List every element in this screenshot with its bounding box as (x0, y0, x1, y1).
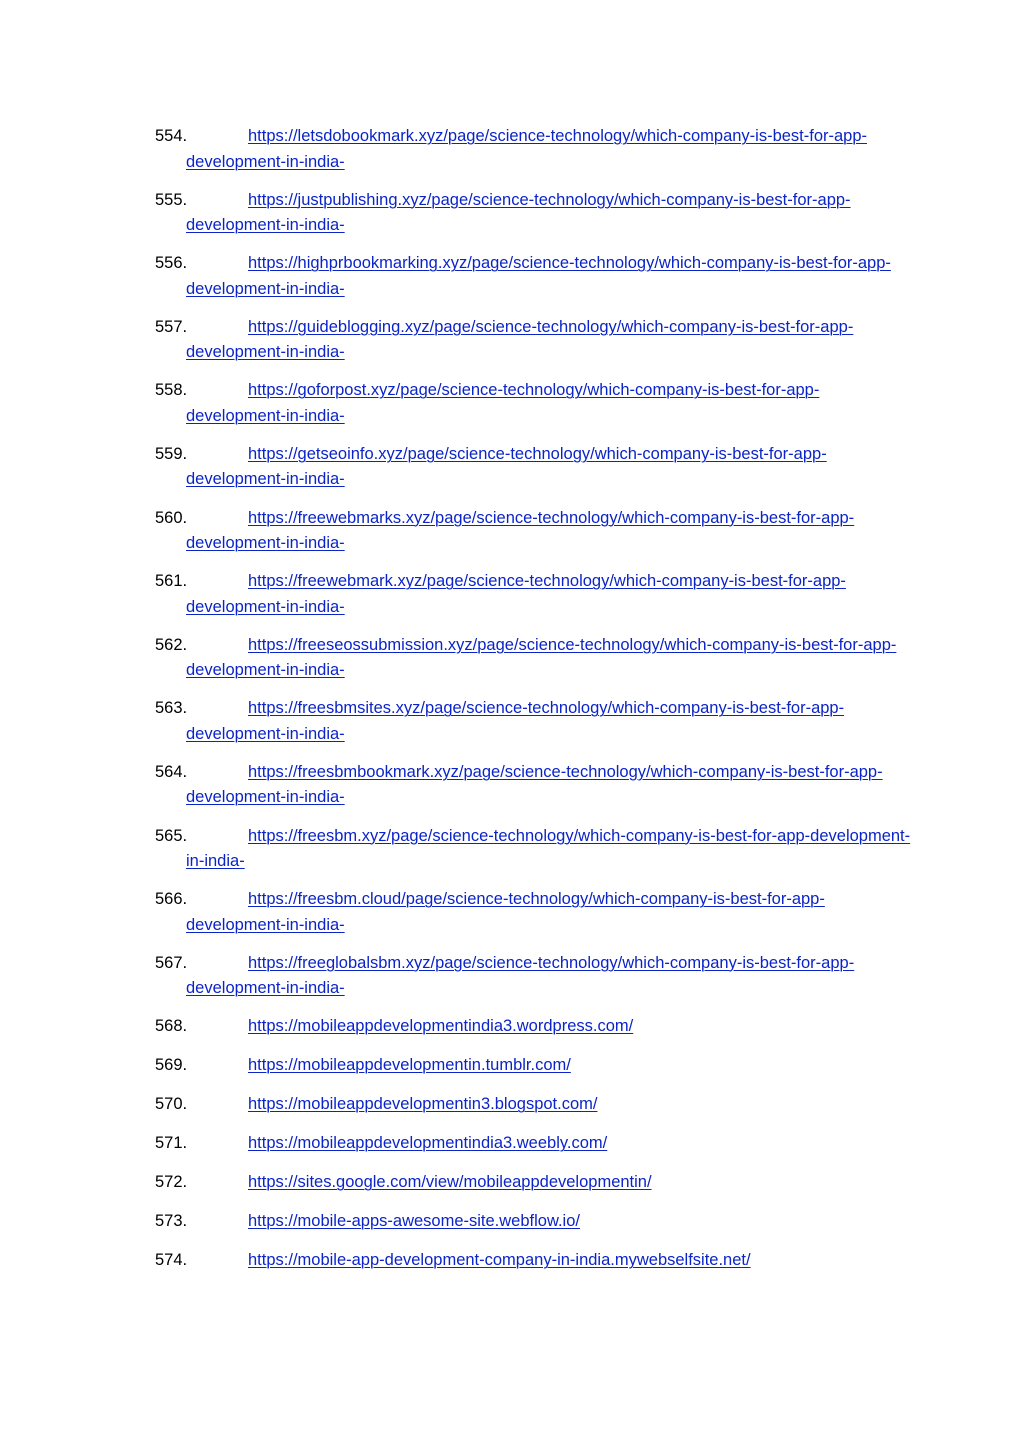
list-item (155, 1248, 915, 1274)
item-link[interactable]: https://mobile-apps-awesome-site.webflow.io/ (248, 1212, 580, 1231)
item-link[interactable]: https://letsdobookmark.xyz/page/science-technology/which-company-is-best-for-app-development-in-india- (186, 127, 868, 171)
item-number: 569. (155, 1056, 188, 1075)
item-link[interactable]: https://mobileappdevelopmentin3.blogspot.com/ (248, 1095, 598, 1114)
list-item (155, 1209, 915, 1235)
item-link[interactable]: https://freesbm.xyz/page/science-technology/which-company-is-best-for-app-development-in-india- (186, 826, 911, 871)
item-link[interactable]: https://sites.google.com/view/mobileappdevelopmentin/ (248, 1173, 652, 1192)
list-item (155, 442, 915, 493)
item-number: 573. (155, 1212, 188, 1231)
item-link[interactable]: https://getseoinfo.xyz/page/science-technology/which-company-is-best-for-app-development-in-india- (186, 444, 827, 489)
list-item (155, 188, 915, 239)
list-item (155, 1053, 915, 1079)
item-link[interactable]: https://freeseossubmission.xyz/page/science-technology/which-company-is-best-for-app-development-in-india- (186, 635, 897, 680)
list-item (155, 506, 915, 557)
list-item (155, 633, 915, 684)
item-link[interactable]: https://freesbm.cloud/page/science-technology/which-company-is-best-for-app-development-in-india- (186, 890, 825, 934)
list-item (155, 315, 915, 366)
item-link[interactable]: https://mobileappdevelopmentindia3.wordpress.com/ (248, 1017, 634, 1036)
list-item (155, 1014, 915, 1040)
item-number: 561. (155, 572, 188, 591)
list-item (155, 951, 915, 1002)
item-link[interactable]: https://mobile-app-development-company-in-india.mywebselfsite.net/ (248, 1251, 751, 1270)
item-number: 571. (155, 1134, 188, 1153)
item-number: 562. (155, 635, 188, 654)
item-link[interactable]: https://mobileappdevelopmentin.tumblr.com/ (248, 1056, 571, 1075)
item-link[interactable]: https://justpublishing.xyz/page/science-technology/which-company-is-best-for-app-development-in-india- (186, 190, 851, 235)
item-number: 554. (155, 127, 188, 145)
item-number: 563. (155, 699, 188, 718)
item-link[interactable]: https://guideblogging.xyz/page/science-technology/which-company-is-best-for-app-development-in-india- (186, 317, 854, 362)
item-link[interactable]: https://freeglobalsbm.xyz/page/science-technology/which-company-is-best-for-app-development-in-india- (186, 953, 855, 998)
url-list (155, 124, 915, 1287)
list-item (155, 824, 915, 875)
item-number: 564. (155, 762, 188, 781)
item-number: 557. (155, 317, 188, 336)
item-number: 570. (155, 1095, 188, 1114)
list-item (155, 378, 915, 429)
item-link[interactable]: https://freesbmsites.xyz/page/science-technology/which-company-is-best-for-app-development-in-india- (186, 699, 845, 743)
item-number: 559. (155, 444, 188, 463)
list-item (155, 760, 915, 811)
item-number: 565. (155, 826, 188, 845)
item-link[interactable]: https://freesbmbookmark.xyz/page/science-technology/which-company-is-best-for-app-development-in-india- (186, 762, 883, 807)
list-item (155, 1131, 915, 1157)
item-link[interactable]: https://mobileappdevelopmentindia3.weebly.com/ (248, 1134, 608, 1153)
list-item (155, 696, 915, 747)
item-number: 558. (155, 381, 188, 400)
item-link[interactable]: https://freewebmarks.xyz/page/science-technology/which-company-is-best-for-app-development-in-india- (186, 508, 855, 553)
item-number: 567. (155, 953, 188, 972)
item-number: 560. (155, 508, 188, 527)
list-item (155, 569, 915, 620)
item-number: 566. (155, 890, 188, 909)
list-item (155, 1170, 915, 1196)
item-number: 555. (155, 190, 188, 209)
list-item (155, 1092, 915, 1118)
item-number: 568. (155, 1017, 188, 1036)
item-number: 574. (155, 1251, 188, 1270)
item-number: 572. (155, 1173, 188, 1192)
item-link[interactable]: https://highprbookmarking.xyz/page/science-technology/which-company-is-best-for-app-development-in-india- (186, 254, 891, 298)
item-number: 556. (155, 254, 188, 273)
list-item (155, 124, 915, 175)
item-link[interactable]: https://freewebmark.xyz/page/science-technology/which-company-is-best-for-app-development-in-india- (186, 572, 846, 616)
list-item (155, 251, 915, 302)
list-item (155, 887, 915, 938)
item-link[interactable]: https://goforpost.xyz/page/science-technology/which-company-is-best-for-app-development-in-india- (186, 381, 820, 425)
